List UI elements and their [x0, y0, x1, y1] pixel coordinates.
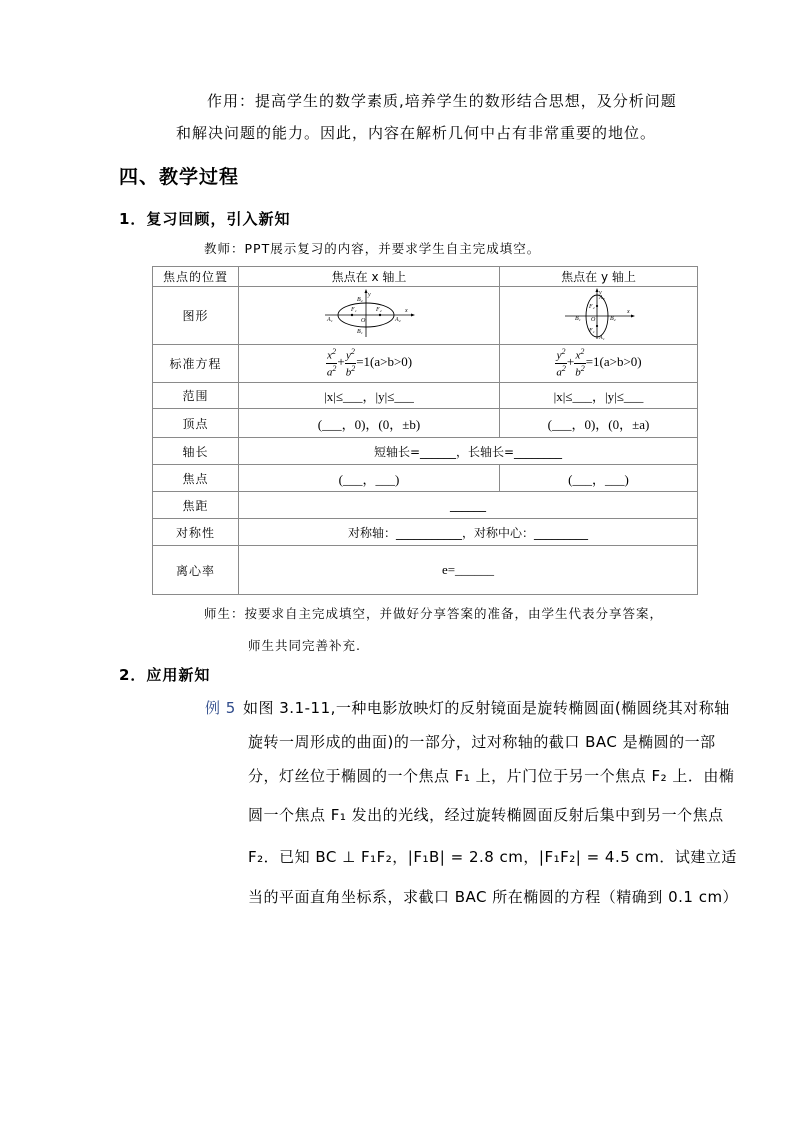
svg-text:A₁: A₁ — [598, 335, 605, 341]
svg-text:F₂: F₂ — [588, 304, 595, 310]
svg-text:F₂: F₂ — [376, 307, 382, 313]
eccentricity-cell: e=______ — [239, 546, 698, 595]
row-label: 轴长 — [153, 438, 239, 465]
example-number: 例 5 — [205, 699, 236, 717]
review-table — [152, 266, 698, 595]
after-table-line-2: 师生共同完善补充. — [248, 638, 361, 653]
table-row-symmetry — [153, 519, 698, 546]
table-header-row — [153, 267, 698, 287]
svg-text:y: y — [598, 290, 602, 296]
x-vertex-cell: (___，0)，(0，±b) — [239, 409, 500, 438]
after-table-line-1: 师生：按要求自主完成填空，并做好分享答案的准备，由学生代表分享答案， — [204, 606, 664, 621]
focal-distance-cell: ______ — [239, 492, 698, 519]
x-equation-tail: =1(a>b>0) — [356, 354, 413, 370]
svg-text:y: y — [368, 292, 371, 298]
svg-text:B₂: B₂ — [609, 316, 616, 322]
example-label — [205, 697, 236, 718]
row-label: 离心率 — [153, 546, 239, 595]
y-ellipse-diagram — [559, 287, 639, 341]
row-label: 焦距 — [153, 492, 239, 519]
svg-text:x: x — [405, 308, 408, 314]
example-line-1: 如图 3.1-11,一种电影放映灯的反射镜面是旋转椭圆面(椭圆绕其对称轴 — [243, 699, 730, 717]
table-row-equation — [153, 345, 698, 383]
svg-text:A₂: A₂ — [598, 295, 605, 301]
example-line-3: 分，灯丝位于椭圆的一个焦点 F₁ 上，片门位于另一个焦点 F₂ 上．由椭 — [248, 767, 735, 785]
x-axis-ellipse-figure — [239, 287, 500, 345]
example-line-6: 当的平面直角坐标系，求截口 BAC 所在椭圆的方程（精确到 0.1 cm） — [248, 888, 739, 906]
row-label: 范围 — [153, 383, 239, 409]
svg-text:B₂: B₂ — [357, 297, 363, 303]
table-header-cell: 焦点在 x 轴上 — [239, 267, 500, 287]
table-header-cell: 焦点在 y 轴上 — [500, 267, 698, 287]
svg-text:B₁: B₁ — [357, 329, 363, 335]
y-focus-cell: (___，___) — [500, 465, 698, 492]
svg-text:F₁: F₁ — [351, 307, 357, 313]
y-axis-ellipse-figure — [500, 287, 698, 345]
example-line-5: F₂．已知 BC ⊥ F₁F₂，|F₁B| = 2.8 cm，|F₁F₂| = 4.5 cm．试建立适 — [248, 848, 737, 866]
svg-text:B₁: B₁ — [574, 316, 581, 322]
table-row-focus — [153, 465, 698, 492]
row-label: 标准方程 — [153, 345, 239, 383]
table-row-vertex — [153, 409, 698, 438]
intro-line-1: 作用：提高学生的数学素质,培养学生的数形结合思想，及分析问题 — [207, 92, 677, 110]
svg-text:x: x — [626, 309, 630, 315]
svg-text:A₂: A₂ — [395, 317, 401, 323]
x-focus-cell: (___，___) — [239, 465, 500, 492]
y-equation-tail: =1(a>b>0) — [585, 354, 642, 370]
table-row-eccentricity — [153, 546, 698, 595]
x-standard-equation: $\frac{x^2}{a^2}$ + $\frac{y^2}{b^2}$ =1(a>b>0) — [239, 345, 500, 383]
intro-line-2: 和解决问题的能力。因此，内容在解析几何中占有非常重要的地位。 — [176, 124, 657, 142]
subsection-2-title: 2．应用新知 — [119, 666, 211, 684]
row-label: 图形 — [153, 287, 239, 345]
row-label: 对称性 — [153, 519, 239, 546]
teacher-note: 教师：PPT展示复习的内容，并要求学生自主完成填空。 — [204, 241, 541, 256]
table-row-figure — [153, 287, 698, 345]
x-range-cell: |x|≤___，|y|≤___ — [239, 383, 500, 409]
subsection-1-title: 1．复习回顾，引入新知 — [119, 210, 291, 228]
axis-length-cell: 短轴长=______，长轴长=________ — [239, 438, 698, 465]
table-row-axis-length — [153, 438, 698, 465]
table-row-range — [153, 383, 698, 409]
example-line-2: 旋转一周形成的曲面)的一部分，过对称轴的截口 BAC 是椭圆的一部 — [248, 733, 716, 751]
example-line-4: 圆一个焦点 F₁ 发出的光线，经过旋转椭圆面反射后集中到另一个焦点 — [248, 806, 724, 824]
svg-text:O: O — [590, 317, 595, 323]
section-title: 四、教学过程 — [119, 166, 240, 188]
table-row-focal-distance — [153, 492, 698, 519]
x-ellipse-diagram — [321, 289, 417, 339]
row-label: 顶点 — [153, 409, 239, 438]
symmetry-cell: 对称轴：___________，对称中心：_________ — [239, 519, 698, 546]
table-header-cell: 焦点的位置 — [153, 267, 239, 287]
svg-text:F₁: F₁ — [588, 328, 595, 334]
svg-text:O: O — [361, 318, 366, 324]
y-standard-equation: $\frac{y^2}{a^2}$ + $\frac{x^2}{b^2}$ =1(a>b>0) — [500, 345, 698, 383]
svg-text:A₁: A₁ — [327, 317, 333, 323]
y-vertex-cell: (___，0)，(0，±a) — [500, 409, 698, 438]
y-range-cell: |x|≤___，|y|≤___ — [500, 383, 698, 409]
row-label: 焦点 — [153, 465, 239, 492]
